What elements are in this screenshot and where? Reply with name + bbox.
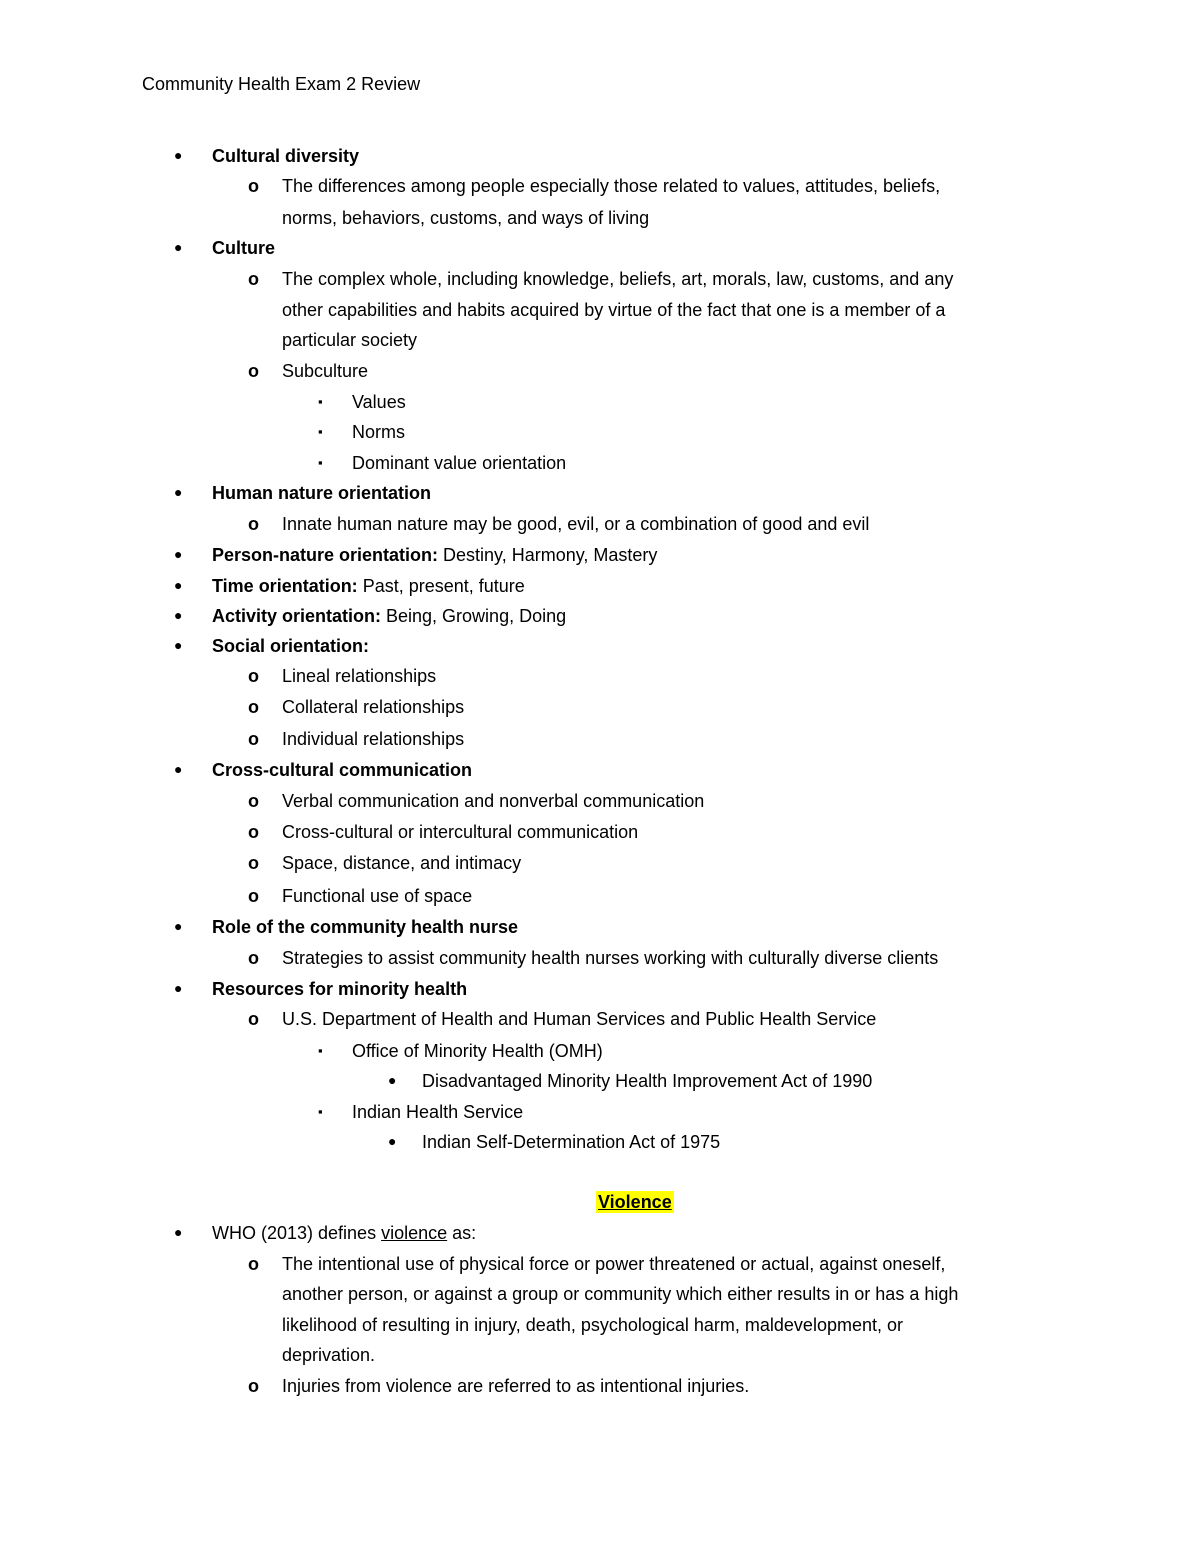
who-prefix: WHO (2013) defines — [212, 1223, 382, 1243]
social-collateral: Collateral relationships — [282, 697, 465, 717]
bullet-icon: ● — [174, 761, 183, 777]
sub-bullet-icon: o — [248, 361, 259, 381]
subculture-norms: Norms — [352, 422, 405, 442]
term-social: Social orientation: — [212, 636, 370, 656]
square-bullet-icon: ▪ — [318, 455, 323, 470]
who-definition-intro — [212, 1222, 476, 1244]
term-cultural-diversity: Cultural diversity — [212, 146, 360, 166]
bullet-icon: ● — [174, 918, 183, 934]
sub-bullet-icon: o — [248, 666, 259, 686]
culture-definition-cont: other capabilities and habits acquired by virtue of the fact that one is a member of a — [282, 300, 946, 320]
violence-definition-cont: another person, or against a group or community which either results in or has a high — [282, 1284, 959, 1304]
who-suffix: as: — [447, 1223, 477, 1243]
social-individual: Individual relationships — [282, 729, 465, 749]
square-bullet-icon: ▪ — [318, 424, 323, 439]
bullet-icon: ● — [174, 484, 183, 500]
section-heading-violence: Violence — [598, 1192, 672, 1212]
bullet-icon: ● — [174, 607, 183, 623]
sub-bullet-icon: o — [248, 853, 259, 873]
term-role: Role of the community health nurse — [212, 917, 519, 937]
small-bullet-icon: ● — [388, 1133, 397, 1149]
subculture-dominant: Dominant value orientation — [352, 453, 567, 473]
term-human-nature: Human nature orientation — [212, 483, 432, 503]
sub-bullet-icon: o — [248, 822, 259, 842]
sub-bullet-icon: o — [248, 791, 259, 811]
time-values: Past, present, future — [357, 576, 525, 596]
culture-definition-cont: particular society — [282, 330, 418, 350]
resources-disadvantaged-act: Disadvantaged Minority Health Improvement Act of 1990 — [422, 1071, 873, 1091]
resources-omh: Office of Minority Health (OMH) — [352, 1041, 603, 1061]
sub-bullet-icon: o — [248, 1376, 259, 1396]
time-orientation — [212, 575, 525, 597]
sub-bullet-icon: o — [248, 948, 259, 968]
sub-bullet-icon: o — [248, 1009, 259, 1029]
violence-definition-cont: likelihood of resulting in injury, death, psychological harm, maldevelopment, or — [282, 1315, 903, 1335]
violence-term: violence — [381, 1223, 448, 1243]
activity-orientation — [212, 605, 566, 627]
sub-bullet-icon: o — [248, 176, 259, 196]
person-nature-values: Destiny, Harmony, Mastery — [438, 545, 658, 565]
term-person-nature: Person-nature orientation: — [212, 545, 439, 565]
sub-bullet-icon: o — [248, 729, 259, 749]
cc-space: Space, distance, and intimacy — [282, 853, 522, 873]
page-header: Community Health Exam 2 Review — [142, 74, 421, 94]
role-strategies: Strategies to assist community health nurses working with culturally diverse clients — [282, 948, 939, 968]
term-resources: Resources for minority health — [212, 979, 468, 999]
square-bullet-icon: ▪ — [318, 394, 323, 409]
violence-definition: The intentional use of physical force or power threatened or actual, against oneself, — [282, 1254, 946, 1274]
term-culture: Culture — [212, 238, 275, 258]
subculture-values: Values — [352, 392, 406, 412]
resources-ihs: Indian Health Service — [352, 1102, 524, 1122]
square-bullet-icon: ▪ — [318, 1104, 323, 1119]
subculture: Subculture — [282, 361, 369, 381]
social-lineal: Lineal relationships — [282, 666, 437, 686]
sub-bullet-icon: o — [248, 697, 259, 717]
bullet-icon: ● — [174, 980, 183, 996]
cultural-diversity-definition-cont: norms, behaviors, customs, and ways of living — [282, 208, 650, 228]
cc-verbal: Verbal communication and nonverbal communication — [282, 791, 705, 811]
bullet-icon: ● — [174, 577, 183, 593]
term-cross-cultural: Cross-cultural communication — [212, 760, 473, 780]
sub-bullet-icon: o — [248, 514, 259, 534]
cc-functional: Functional use of space — [282, 886, 473, 906]
violence-definition-cont: deprivation. — [282, 1345, 376, 1365]
bullet-icon: ● — [174, 239, 183, 255]
small-bullet-icon: ● — [388, 1072, 397, 1088]
resources-self-determination-act: Indian Self-Determination Act of 1975 — [422, 1132, 721, 1152]
cultural-diversity-definition: The differences among people especially those related to values, attitudes, beliefs, — [282, 176, 941, 196]
term-activity: Activity orientation: — [212, 606, 382, 626]
bullet-icon: ● — [174, 147, 183, 163]
cc-intercultural: Cross-cultural or intercultural communication — [282, 822, 639, 842]
culture-definition: The complex whole, including knowledge, beliefs, art, morals, law, customs, and any — [282, 269, 954, 289]
activity-values: Being, Growing, Doing — [381, 606, 567, 626]
bullet-icon: ● — [174, 546, 183, 562]
term-time: Time orientation: — [212, 576, 358, 596]
bullet-icon: ● — [174, 637, 183, 653]
sub-bullet-icon: o — [248, 1254, 259, 1274]
sub-bullet-icon: o — [248, 269, 259, 289]
sub-bullet-icon: o — [248, 886, 259, 906]
human-nature-definition: Innate human nature may be good, evil, or a combination of good and evil — [282, 514, 870, 534]
resources-usdept: U.S. Department of Health and Human Services and Public Health Service — [282, 1009, 877, 1029]
bullet-icon: ● — [174, 1224, 183, 1240]
square-bullet-icon: ▪ — [318, 1043, 323, 1058]
violence-injuries: Injuries from violence are referred to as intentional injuries. — [282, 1376, 750, 1396]
person-nature-orientation — [212, 544, 657, 566]
